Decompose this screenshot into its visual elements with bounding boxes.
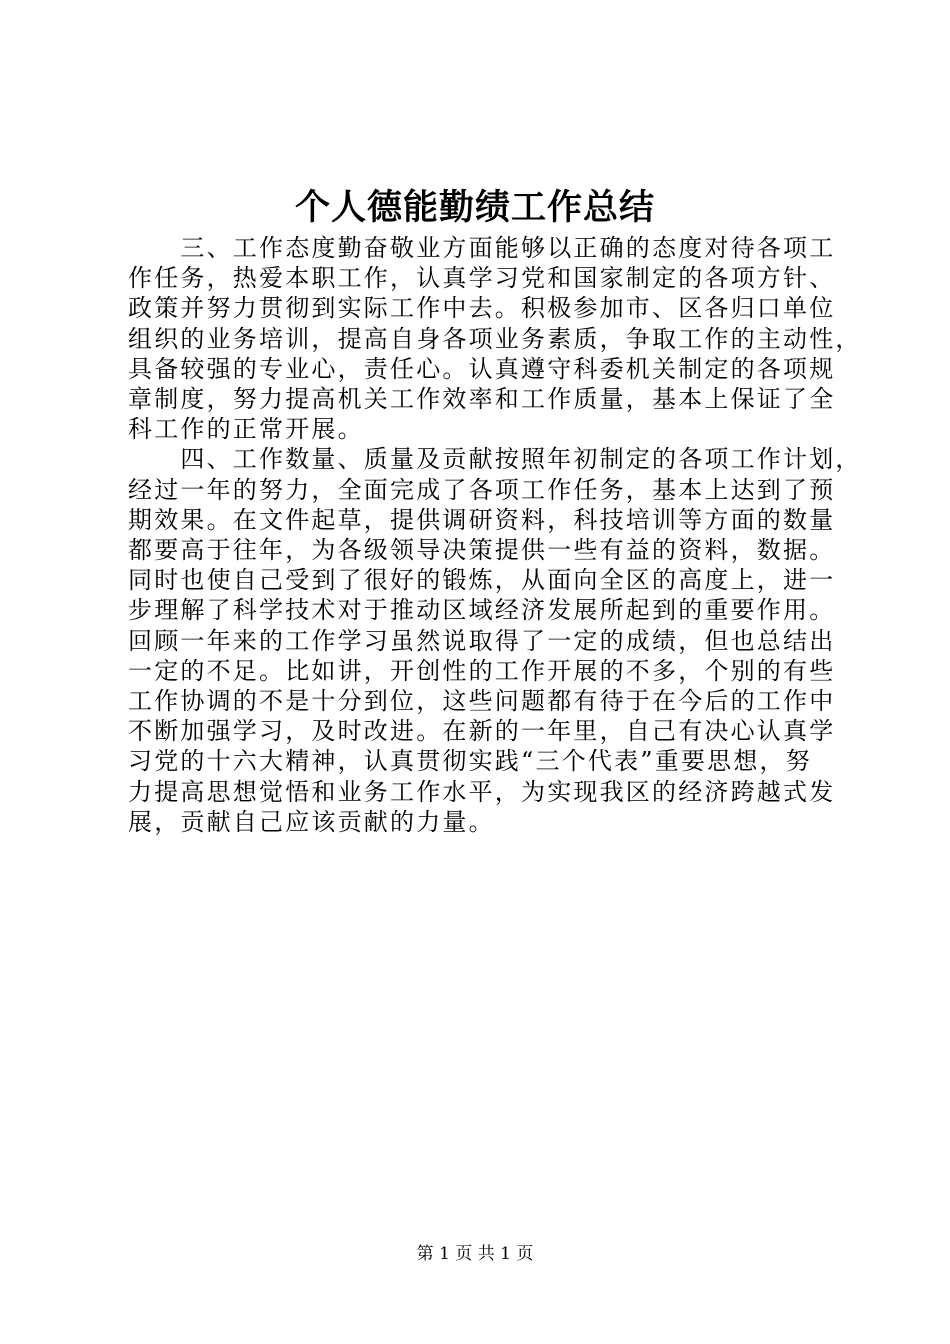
body-line: 步理解了科学技术对于推动区域经济发展所起到的重要作用。 xyxy=(128,596,836,625)
document-title: 个人德能勤绩工作总结 xyxy=(294,187,655,228)
body-line: 展，贡献自己应该贡献的力量。 xyxy=(128,807,495,836)
page-footer: 第 1 页 共 1 页 xyxy=(416,1244,534,1264)
body-line: 经过一年的努力，全面完成了各项工作任务，基本上达到了预 xyxy=(128,475,836,504)
body-line: 工作协调的不是十分到位，这些问题都有待于在今后的工作中 xyxy=(128,687,836,716)
body-line: 同时也使自己受到了很好的锻炼，从面向全区的高度上，进一 xyxy=(128,566,836,595)
body-line: 作任务，热爱本职工作，认真学习党和国家制定的各项方针、 xyxy=(128,264,836,293)
body-line: 力提高思想觉悟和业务工作水平，为实现我区的经济跨越式发 xyxy=(128,777,836,806)
body-line: 习党的十六大精神，认真贯彻实践“三个代表”重要思想，努 xyxy=(128,747,812,776)
body-line: 一定的不足。比如讲，开创性的工作开展的不多，个别的有些 xyxy=(128,656,836,685)
body-line: 具备较强的专业心，责任心。认真遵守科委机关制定的各项规 xyxy=(128,354,836,383)
body-line: 四、工作数量、质量及贡献按照年初制定的各项工作计划， xyxy=(128,445,862,474)
body-line: 期效果。在文件起草，提供调研资料，科技培训等方面的数量 xyxy=(128,505,836,534)
body-line: 三、工作态度勤奋敬业方面能够以正确的态度对待各项工 xyxy=(128,234,836,262)
body-line: 组织的业务培训，提高自身各项业务素质，争取工作的主动性， xyxy=(128,324,862,353)
body-line: 政策并努力贯彻到实际工作中去。积极参加市、区各归口单位 xyxy=(128,294,836,323)
body-line: 章制度，努力提高机关工作效率和工作质量，基本上保证了全 xyxy=(128,385,836,414)
body-line: 不断加强学习，及时改进。在新的一年里，自己有决心认真学 xyxy=(128,717,836,746)
body-line: 回顾一年来的工作学习虽然说取得了一定的成绩，但也总结出 xyxy=(128,626,836,655)
document-body xyxy=(128,233,862,837)
body-line: 科工作的正常开展。 xyxy=(128,415,364,444)
body-line: 都要高于往年，为各级领导决策提供一些有益的资料，数据。 xyxy=(128,536,836,565)
